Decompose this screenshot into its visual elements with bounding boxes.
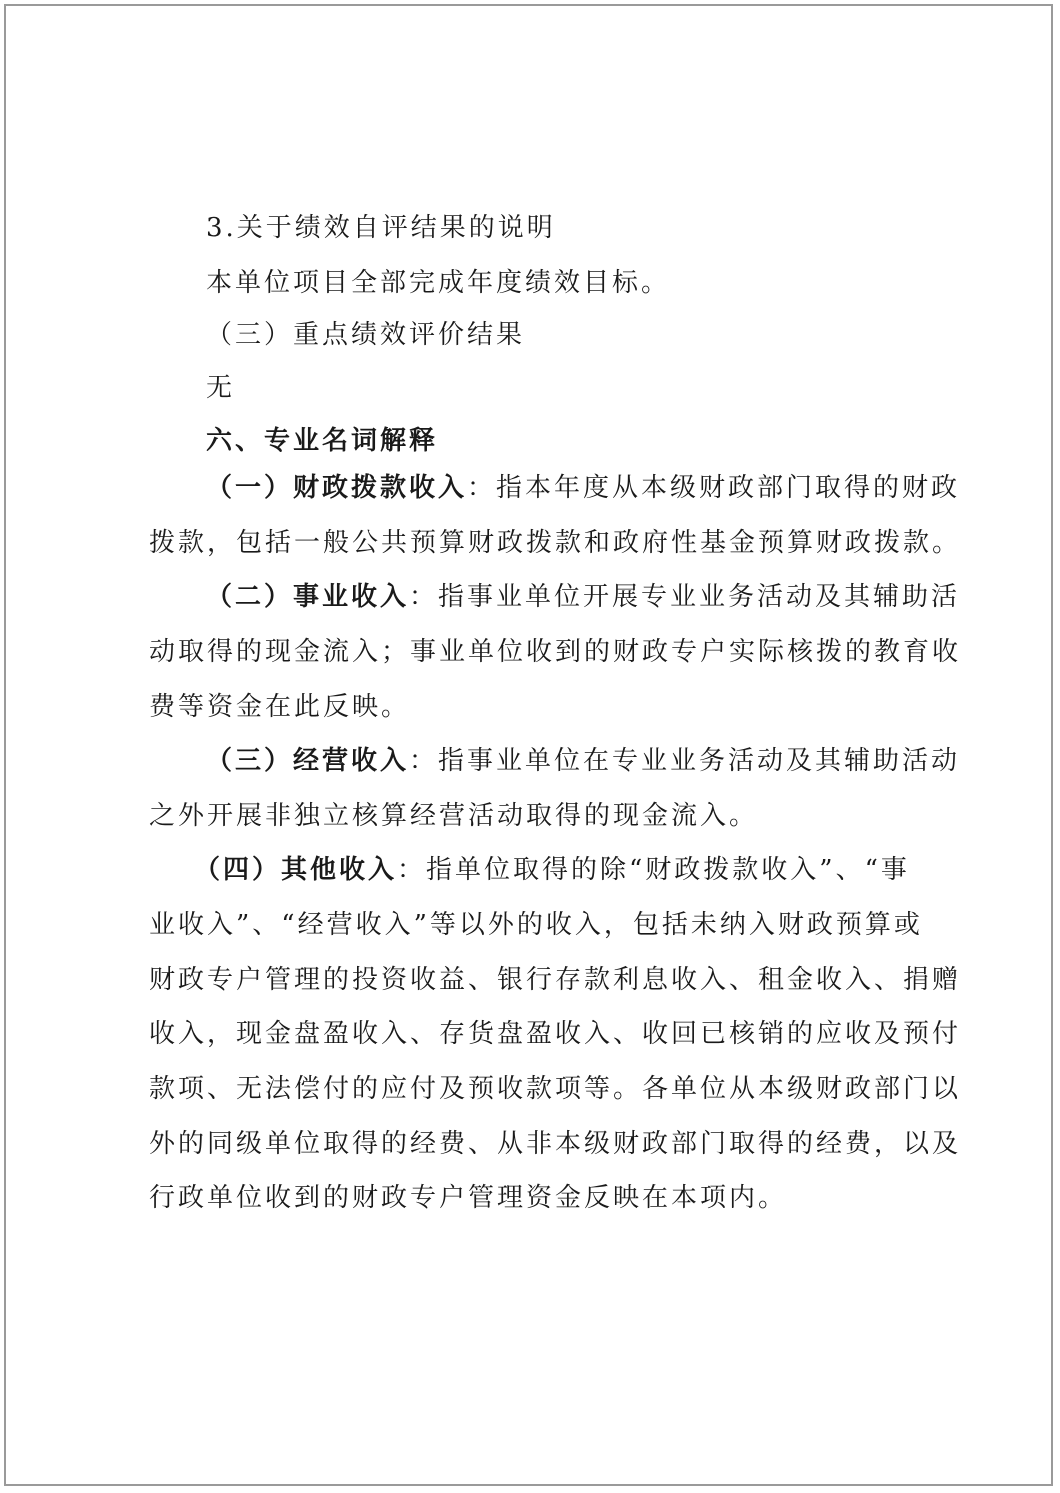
glossary-item-3-line-1 bbox=[206, 745, 960, 777]
key-eval-title: （三）重点绩效评价结果 bbox=[206, 320, 526, 350]
performance-note-body: 本单位项目全部完成年度绩效目标。 bbox=[206, 268, 671, 298]
glossary-item-4-line-6: 外的同级单位取得的经费、从非本级财政部门取得的经费，以及 bbox=[149, 1129, 962, 1159]
glossary-definition-text: ：指事业单位开展专业业务活动及其辅助活 bbox=[409, 582, 961, 612]
glossary-title: 六、专业名词解释 bbox=[206, 426, 439, 456]
glossary-item-4-line-2: 业收入”、“经营收入”等以外的收入，包括未纳入财政预算或 bbox=[149, 910, 923, 940]
glossary-item-4-line-7: 行政单位收到的财政专户管理资金反映在本项内。 bbox=[149, 1183, 788, 1213]
performance-note-title: 3.关于绩效自评结果的说明 bbox=[206, 213, 556, 243]
glossary-item-4-line-4: 收入，现金盘盈收入、存货盘盈收入、收回已核销的应收及预付 bbox=[149, 1019, 962, 1049]
key-eval-body: 无 bbox=[206, 373, 236, 403]
glossary-definition-text: ：指单位取得的除“财政拨款收入”、“事 bbox=[397, 855, 910, 885]
glossary-term-fiscal-appropriation: （一）财政拨款收入 bbox=[206, 473, 468, 503]
glossary-item-2-line-1 bbox=[206, 581, 960, 613]
glossary-item-4-line-3: 财政专户管理的投资收益、银行存款利息收入、租金收入、捐赠 bbox=[149, 965, 962, 995]
glossary-item-3-line-2: 之外开展非独立核算经营活动取得的现金流入。 bbox=[149, 801, 759, 831]
glossary-item-2-line-2: 动取得的现金流入；事业单位收到的财政专户实际核拨的教育收 bbox=[149, 637, 962, 667]
glossary-item-4-line-1 bbox=[194, 854, 910, 886]
glossary-term-other-income: （四）其他收入 bbox=[194, 855, 398, 885]
glossary-definition-text: ：指本年度从本级财政部门取得的财政 bbox=[467, 473, 961, 503]
glossary-item-1-line-2: 拨款，包括一般公共预算财政拨款和政府性基金预算财政拨款。 bbox=[149, 528, 962, 558]
glossary-item-1-line-1 bbox=[206, 472, 960, 504]
glossary-item-4-line-5: 款项、无法偿付的应付及预收款项等。各单位从本级财政部门以 bbox=[149, 1074, 962, 1104]
glossary-item-2-line-3: 费等资金在此反映。 bbox=[149, 692, 411, 722]
glossary-term-operating-income: （三）经营收入 bbox=[206, 746, 410, 776]
glossary-term-business-income: （二）事业收入 bbox=[206, 582, 410, 612]
glossary-definition-text: ：指事业单位在专业业务活动及其辅助活动 bbox=[409, 746, 961, 776]
document-page bbox=[4, 4, 1053, 1486]
